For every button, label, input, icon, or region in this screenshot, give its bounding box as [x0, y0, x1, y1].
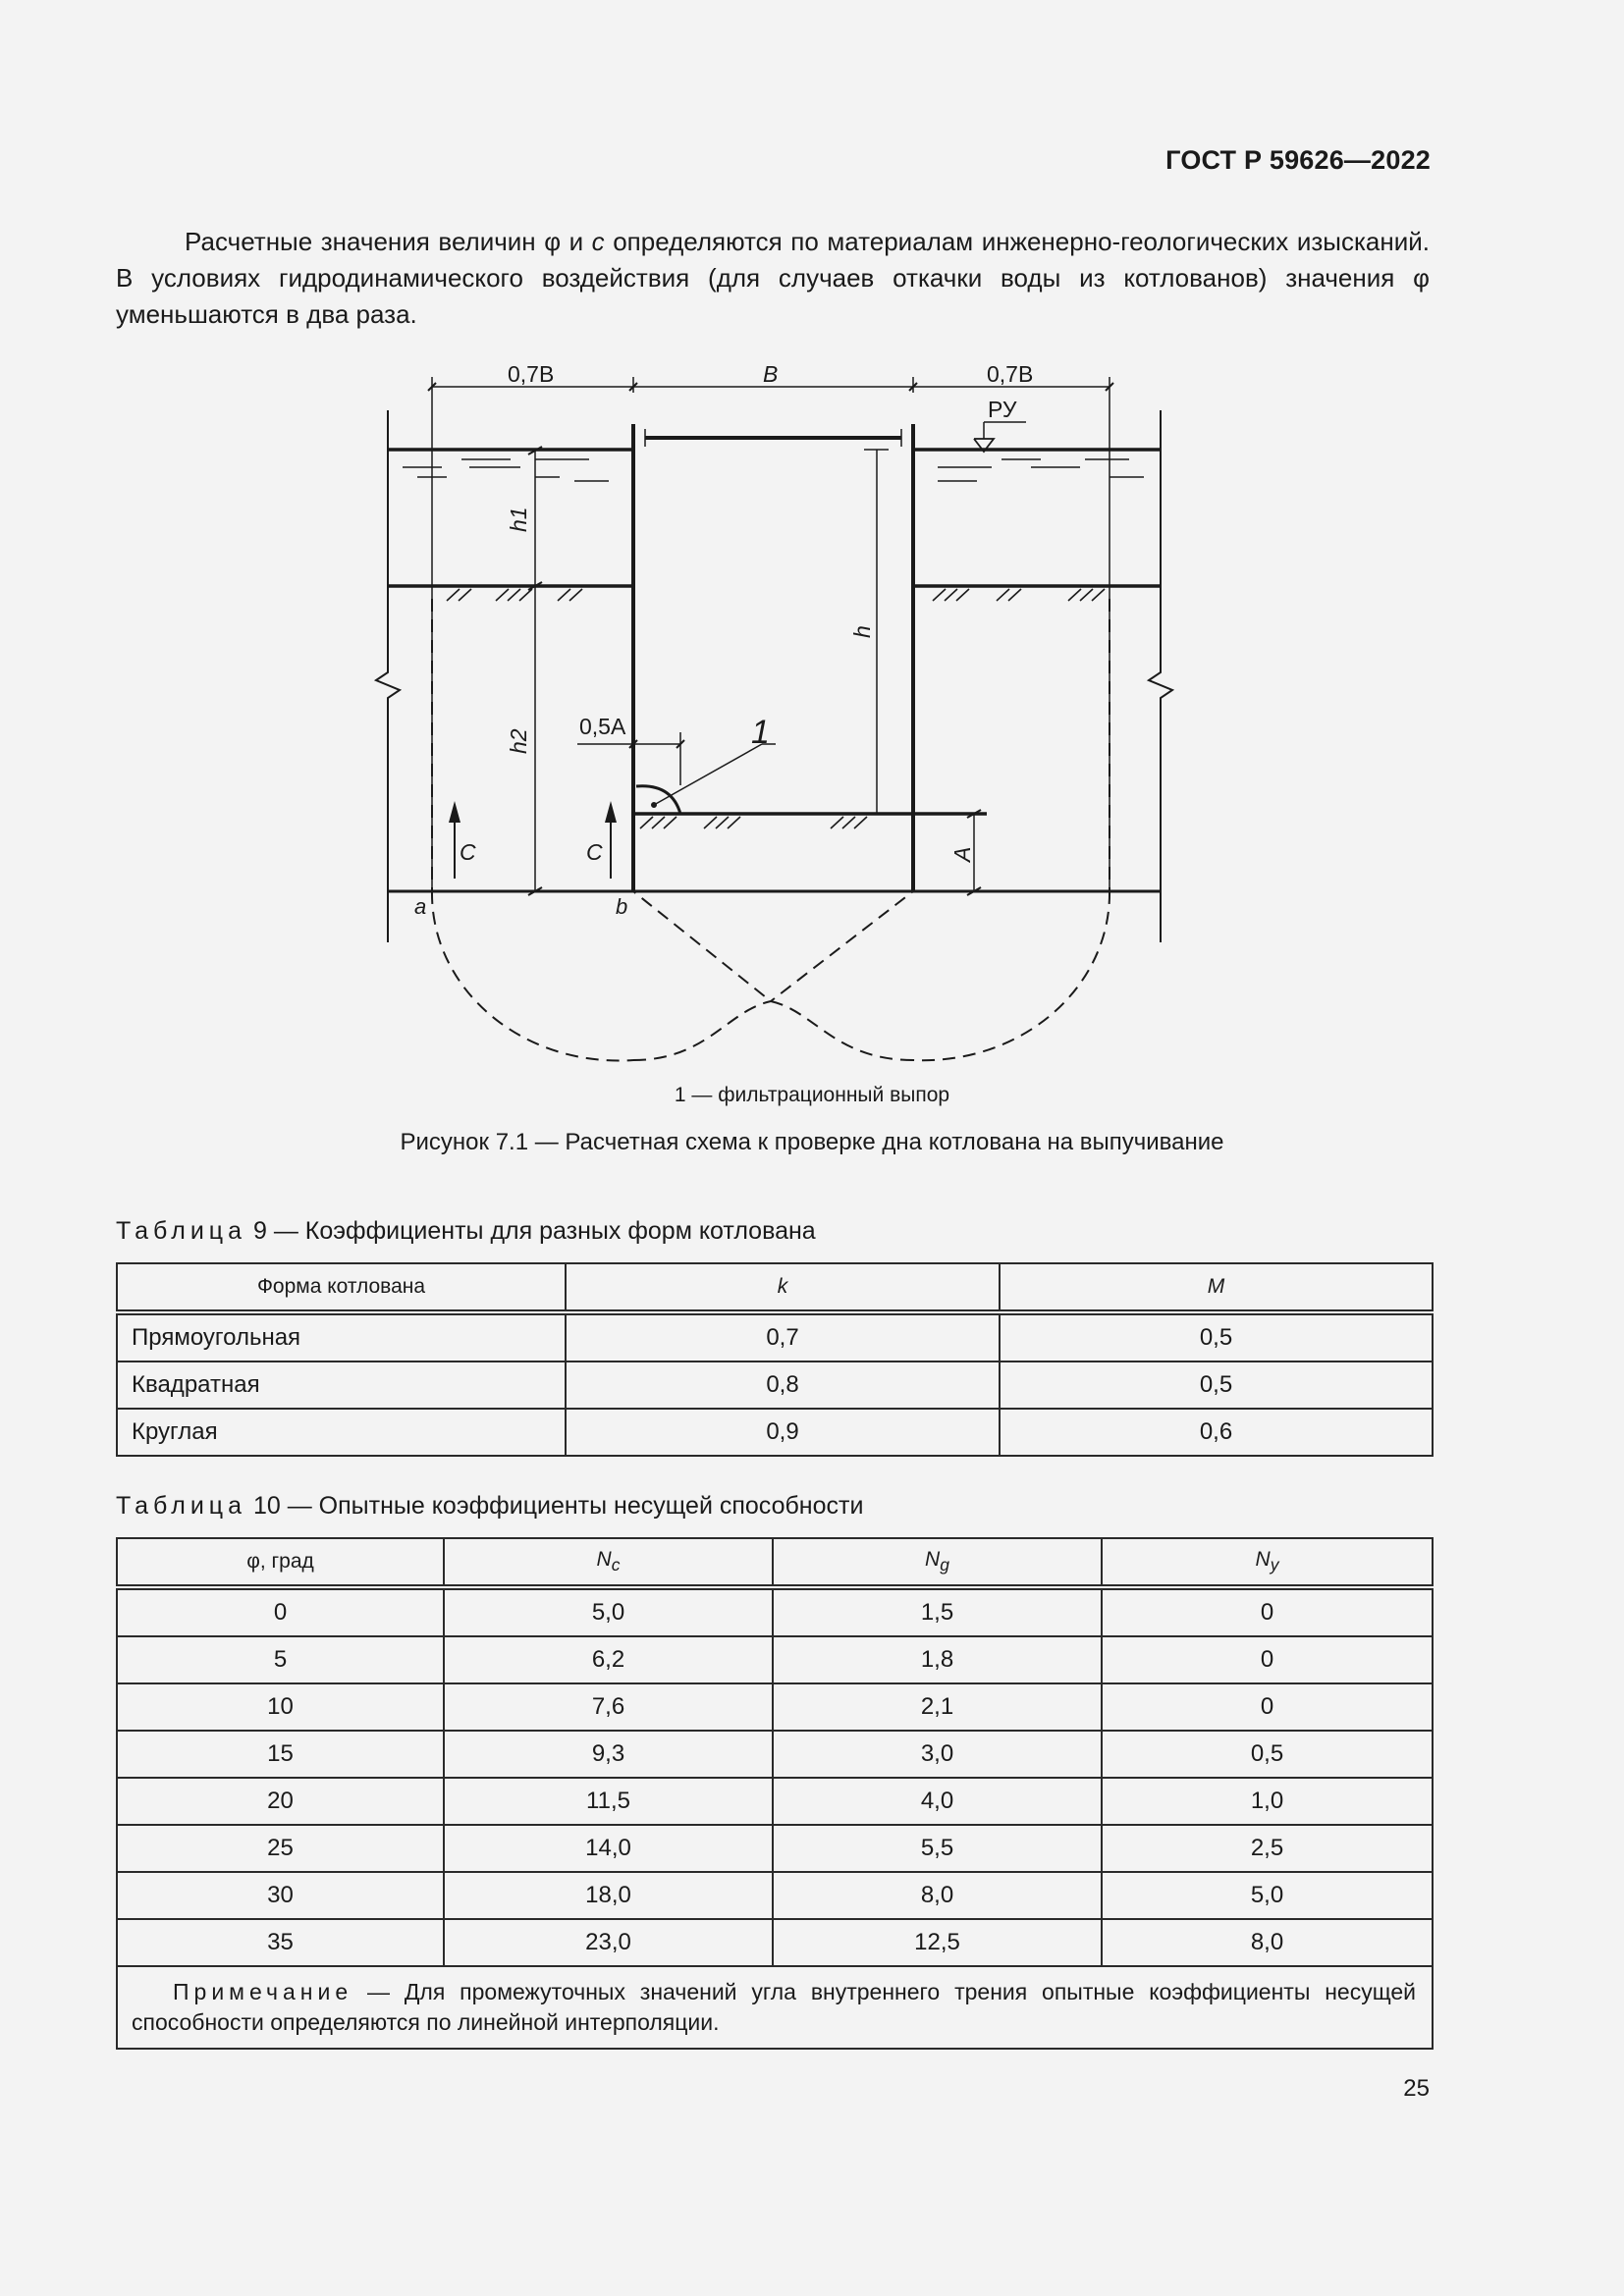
- half-a-label: 0,5A: [579, 714, 626, 739]
- h1-label: h1: [506, 507, 531, 532]
- table-row: 15 9,3 3,0 0,5: [117, 1731, 1433, 1778]
- point-b-label: b: [616, 894, 628, 919]
- dim-label-left: 0,7B: [508, 361, 555, 387]
- table10-caption: Таблица 10 — Опытные коэффициенты несущей способности: [116, 1492, 864, 1520]
- table10-note-row: [117, 1966, 1433, 2049]
- table-row: 5 6,2 1,8 0: [117, 1636, 1433, 1683]
- table-row: Круглая 0,9 0,6: [117, 1409, 1433, 1456]
- table-row: 35 23,0 12,5 8,0: [117, 1919, 1433, 1966]
- table10-header-ng: $N_g$: [773, 1538, 1102, 1587]
- dim-label-center: B: [763, 361, 779, 387]
- table9-header-shape: Форма котлована: [117, 1263, 566, 1312]
- dim-label-right: 0,7B: [987, 361, 1034, 387]
- table10-header-ny: $N_y$: [1102, 1538, 1433, 1587]
- page-number: 25: [1403, 2075, 1430, 2102]
- table9-header-k: k: [566, 1263, 1000, 1312]
- h-label: h: [849, 625, 875, 638]
- callout-number: 1: [751, 714, 770, 751]
- a-dimension-label: A: [949, 846, 975, 862]
- table10: [116, 1537, 1434, 2050]
- table-row: 0 5,0 1,5 0: [117, 1587, 1433, 1636]
- water-level-label: РУ: [988, 397, 1017, 422]
- table-row: 10 7,6 2,1 0: [117, 1683, 1433, 1731]
- figure-caption: Рисунок 7.1 — Расчетная схема к проверке дна котлована на выпучивание: [400, 1129, 1224, 1155]
- point-a-label: a: [414, 894, 427, 919]
- table-row: Прямоугольная 0,7 0,5: [117, 1312, 1433, 1362]
- table-row: 30 18,0 8,0 5,0: [117, 1872, 1433, 1919]
- figure-legend: 1 — фильтрационный выпор: [674, 1084, 950, 1106]
- c-label-right: C: [586, 839, 603, 865]
- table10-note: Примечание — Для промежуточных значений угла внутреннего трения опытные коэффициенты несущей способности определяются по линейной интерполяции.: [117, 1966, 1433, 2049]
- table9: [116, 1262, 1434, 1457]
- table9-header-m: M: [1000, 1263, 1433, 1312]
- table9-caption: Таблица 9 — Коэффициенты для разных форм котлована: [116, 1217, 816, 1245]
- table-row: 25 14,0 5,5 2,5: [117, 1825, 1433, 1872]
- table10-header-nc: $N_c$: [444, 1538, 773, 1587]
- c-label-left: C: [460, 839, 476, 865]
- document-code: ГОСТ Р 59626—2022: [1165, 145, 1431, 175]
- intro-paragraph: Расчетные значения величин φ и c определяются по материалам инженерно-геологических изысканий. В условиях гидродинамического воздействия (для случаев откачки воды из котлованов) значения φ уменьшаются в два раза.: [116, 227, 1430, 329]
- table-row: 20 11,5 4,0 1,0: [117, 1778, 1433, 1825]
- table-row: Квадратная 0,8 0,5: [117, 1362, 1433, 1409]
- table10-header-phi: φ, град: [117, 1538, 444, 1587]
- h2-label: h2: [506, 728, 531, 754]
